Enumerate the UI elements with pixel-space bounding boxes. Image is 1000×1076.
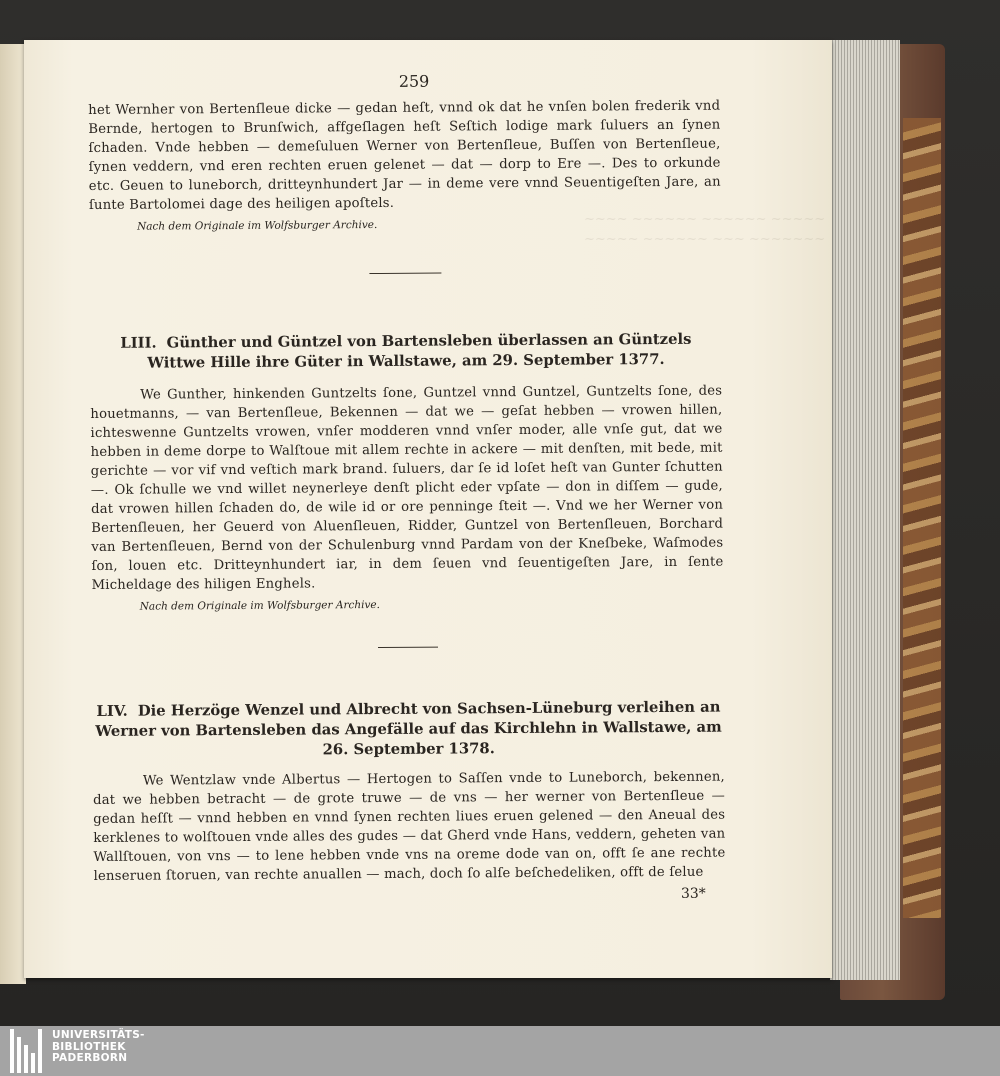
library-logo-icon [10, 1029, 44, 1073]
section-liii-number: LIII. [120, 334, 157, 352]
page-number: 259 [398, 71, 430, 91]
section-liv-title: Die Herzöge Wenzel und Albrecht von Sachsen-Lüneburg verleihen an Werner von Bartensleben das Angefälle auf das Kirchlehn in Wallstawe, am 26. September 1378. [95, 698, 722, 759]
section-liv-heading [92, 698, 724, 762]
library-footer [0, 1026, 1000, 1076]
section-liii-title: Günther und Güntzel von Bartensleben überlassen an Güntzels Wittwe Hille ihre Güter in Wallstawe, am 29. September 1377. [147, 330, 692, 372]
page-edges [830, 40, 900, 980]
signature-mark: 33* [680, 885, 706, 902]
block1-source: Nach dem Originale im Wolfsburger Archive. [137, 218, 378, 233]
page-content [88, 70, 726, 906]
bleed-through: ~~~~~ ~~~~~~ ~~~ ~~~~~~~ [584, 232, 826, 247]
library-name-line3: PADERBORN [52, 1052, 128, 1064]
left-page-edge [0, 44, 26, 984]
section-liii-text: We Gunther, hinkenden Guntzelts ſone, Guntzel vnnd Guntzel, Guntzelts ſone, des houetmanns, — van Bertenſleue, Bekennen — dat we — geſat hebben — vrowen hillen, ichteswenne Guntzelts vrowen, vnſer modderen vnnd vnſer moder, alle vnſe gut, dat we hebben in deme dorpe to Walſtoue mit allem rechte in ackere — mit denſten, mit bede, mit gerichte — vor vif vnd veſtich mark brand. ſuluers, dar ſe id loſet heſt van Gunter ſchutten —. Ok ſchulle we vnd willet neynerleye denſt plicht eder vpſate — don in diſſem — gude, dat vrowen hillen ſchaden do, de wile id or ore penninge ſteit —. Vnd we her Werner von Bertenſleuen, her Geuerd von Aluenſleuen, Ridder, Guntzel von Bertenſleuen, Borchard van Bertenſleuen, Bernd von der Schulenburg vnnd Pardam von der Kneſbeke, Waſmodes ſon, louen etc. Dritteynhundert iar, in dem ſeuen vnd ſeuentigeſten Jare, in ſente Micheldage des hiligen Enghels. [90, 383, 724, 593]
section-liv-text: We Wentzlaw vnde Albertus — Hertogen to Saſſen vnde to Luneborch, bekennen, dat we hebben betracht — de grote truwe — de vns — her werner von Bertenſleue — gedan heſſt — vnnd hebben en vnnd ſynen rechten liues eruen gelened — den Aneual des kerklenes to wolſtouen vnde alles des gudes — dat Gherd vnde Hans, veddern, geheten van Wallſtouen, von vns — to lene hebben vnde vns na oreme dode van on, offt ſe ane rechte lenseruen ſtoruen, van rechte anuallen — mach, doch ſo alſe beſchedeliken, offt de ſelue [93, 769, 726, 884]
section-liii-source: Nach dem Originale im Wolfsburger Archive. [139, 598, 380, 613]
section-liii-heading [90, 330, 722, 374]
block1-text: het Wernher von Bertenſleue dicke — gedan heſt, vnnd ok dat he vnſen bolen frederik vnd Bernde, hertogen to Brunſwich, affgeſlagen heſt Seſtich lodige mark ſuluers an ſynen ſchaden. Vnde hebben — demeſuluen Werner von Bertenſleue, Buſſen von Bertenſleue, ſynen veddern, vnd eren rechten eruen gelenet — dat — dorp to Ere —. Des to orkunde etc. Geuen to luneborch, dritteynhundert Jar — in deme vere vnnd Seuentigeſten Jare, an ſunte Bartolomei dage des heiligen apoſtels. [88, 98, 721, 213]
marbled-edge [903, 118, 941, 918]
section-liv-number: LIV. [96, 702, 128, 720]
library-name-line2: BIBLIOTHEK [52, 1040, 126, 1053]
library-name-line1: UNIVERSITÄTS- [52, 1029, 145, 1041]
library-name [52, 1030, 145, 1065]
bleed-through: ~~~~ ~~~~~~ ~~~~~~ ~~~~~ [584, 212, 826, 227]
